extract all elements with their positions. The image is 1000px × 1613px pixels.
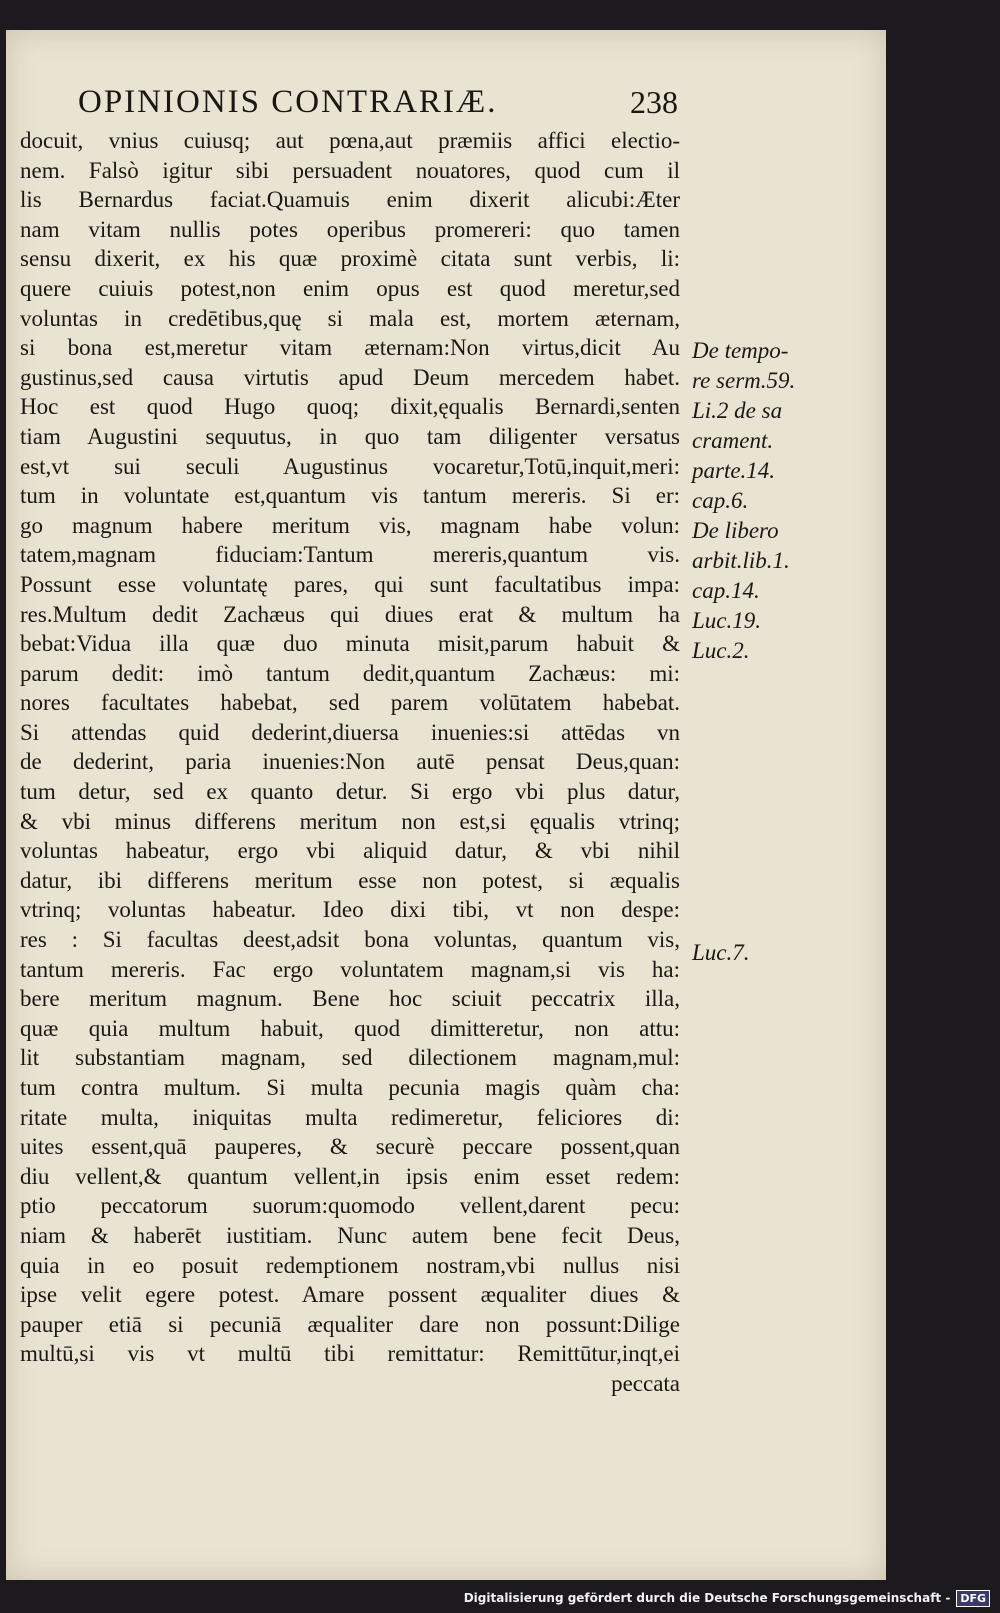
page-number: 238	[630, 84, 678, 120]
text-line: nam vitam nullis potes operibus promereri: quo tamen	[20, 216, 680, 242]
text-line: bebat:Vidua illa quæ duo minuta misit,parum habuit &	[20, 631, 680, 657]
footer-credit: Digitalisierung gefördert durch die Deutsche Forschungsgemeinschaft -	[463, 1591, 951, 1605]
text-line: sensu dixerit, ex his quæ proximè citata sunt verbis, li:	[20, 246, 680, 272]
text-line: lit substantiam magnam, sed dilectionem magnam,mul:	[20, 1045, 680, 1071]
text-line: si bona est,meretur vitam æternam:Non virtus,dicit Au	[20, 335, 680, 361]
text-line: ptio peccatorum suorum:quomodo vellent,darent pecu:	[20, 1193, 680, 1219]
running-title: OPINIONIS CONTRARIÆ.	[78, 84, 498, 120]
text-line: Hoc est quod Hugo quoq; dixit,ęqualis Bernardi,senten	[20, 394, 680, 420]
text-line: quæ quia multum habuit, quod dimitteretur, non attu:	[20, 1015, 680, 1041]
margin-note: De libero	[692, 518, 779, 543]
text-line: voluntas in credētibus,quę si mala est, mortem æternam,	[20, 305, 680, 331]
text-line: tum in voluntate est,quantum vis tantum mereris. Si er:	[20, 483, 680, 509]
margin-note: crament.	[692, 428, 774, 453]
text-line: multū,si vis vt multū tibi remittatur: Remittūtur,inqt,ei	[20, 1341, 680, 1367]
text-line: go magnum habere meritum vis, magnam habe volun:	[20, 512, 680, 538]
text-line: vtrinq; voluntas habeatur. Ideo dixi tibi, vt non despe:	[20, 897, 680, 923]
text-line: res.Multum dedit Zachæus qui diues erat & multum ha	[20, 601, 680, 627]
catchword: peccata	[611, 1370, 680, 1396]
text-line: res : Si facultas deest,adsit bona voluntas, quantum vis,	[20, 927, 680, 953]
text-line: tum detur, sed ex quanto detur. Si ergo vbi plus datur,	[20, 779, 680, 805]
text-line: gustinus,sed causa virtutis apud Deum mercedem habet.	[20, 364, 680, 390]
text-line: diu vellent,& quantum vellent,in ipsis enim esset redem:	[20, 1163, 680, 1189]
text-line: est,vt sui seculi Augustinus vocaretur,Totū,inquit,meri:	[20, 453, 680, 479]
text-line: ipse velit egere potest. Amare possent æqualiter diues &	[20, 1282, 680, 1308]
margin-note: De tempo-	[692, 338, 789, 363]
text-line: uites essent,quā pauperes, & securè peccare possent,quan	[20, 1134, 680, 1160]
page-header	[78, 84, 678, 124]
margin-note: Li.2 de sa	[692, 398, 783, 423]
text-line: pauper etiā si pecuniā æqualiter dare non possunt:Dilige	[20, 1311, 680, 1337]
text-line: quere cuiuis potest,non enim opus est quod meretur,sed	[20, 275, 680, 301]
margin-note: arbit.lib.1.	[692, 548, 790, 573]
margin-note: Luc.7.	[692, 940, 750, 965]
margin-note: Luc.2.	[692, 638, 750, 663]
margin-note: Luc.19.	[692, 608, 761, 633]
text-line: tiam Augustini sequutus, in quo tam diligenter versatus	[20, 423, 680, 449]
margin-note: cap.6.	[692, 488, 749, 513]
text-line: parum dedit: imò tantum dedit,quantum Zachæus: mi:	[20, 660, 680, 686]
marginal-notes	[692, 0, 832, 1550]
digitization-footer	[464, 1587, 990, 1609]
text-line: tantum mereris. Fac ergo voluntatem magnam,si vis ha:	[20, 956, 680, 982]
text-line: docuit, vnius cuiusq; aut pœna,aut præmiis affici electio-	[20, 128, 680, 153]
text-line: de dederint, paria inuenies:Non autē pensat Deus,quan:	[20, 749, 680, 775]
text-line: tatem,magnam fiduciam:Tantum mereris,quantum vis.	[20, 542, 680, 568]
text-line: quia in eo posuit redemptionem nostram,vbi nullus nisi	[20, 1252, 680, 1278]
text-line: Si attendas quid dederint,diuersa inuenies:si attēdas vn	[20, 719, 680, 745]
text-line: lis Bernardus faciat.Quamuis enim dixerit alicubi:Æter	[20, 187, 680, 213]
text-line: nem. Falsò igitur sibi persuadent nouatores, quod cum il	[20, 157, 680, 183]
text-line: ritate multa, iniquitas multa redimeretur, feliciores di:	[20, 1104, 680, 1130]
body-text	[20, 126, 680, 1399]
text-line: Possunt esse voluntatę pares, qui sunt facultatibus impa:	[20, 571, 680, 597]
text-line: nores facultates habebat, sed parem volūtatem habebat.	[20, 690, 680, 716]
text-line: datur, ibi differens meritum esse non potest, si æqualis	[20, 867, 680, 893]
margin-note: re serm.59.	[692, 368, 796, 393]
text-line: niam & haberēt iustitiam. Nunc autem bene fecit Deus,	[20, 1222, 680, 1248]
text-line: & vbi minus differens meritum non est,si ęqualis vtrinq;	[20, 808, 680, 834]
margin-note: cap.14.	[692, 578, 760, 603]
text-line: tum contra multum. Si multa pecunia magis quàm cha:	[20, 1075, 680, 1100]
margin-note: parte.14.	[692, 458, 776, 483]
text-line: bere meritum magnum. Bene hoc sciuit peccatrix illa,	[20, 986, 680, 1012]
dfg-logo: DFG	[956, 1590, 990, 1607]
text-line: voluntas habeatur, ergo vbi aliquid datur, & vbi nihil	[20, 838, 680, 864]
